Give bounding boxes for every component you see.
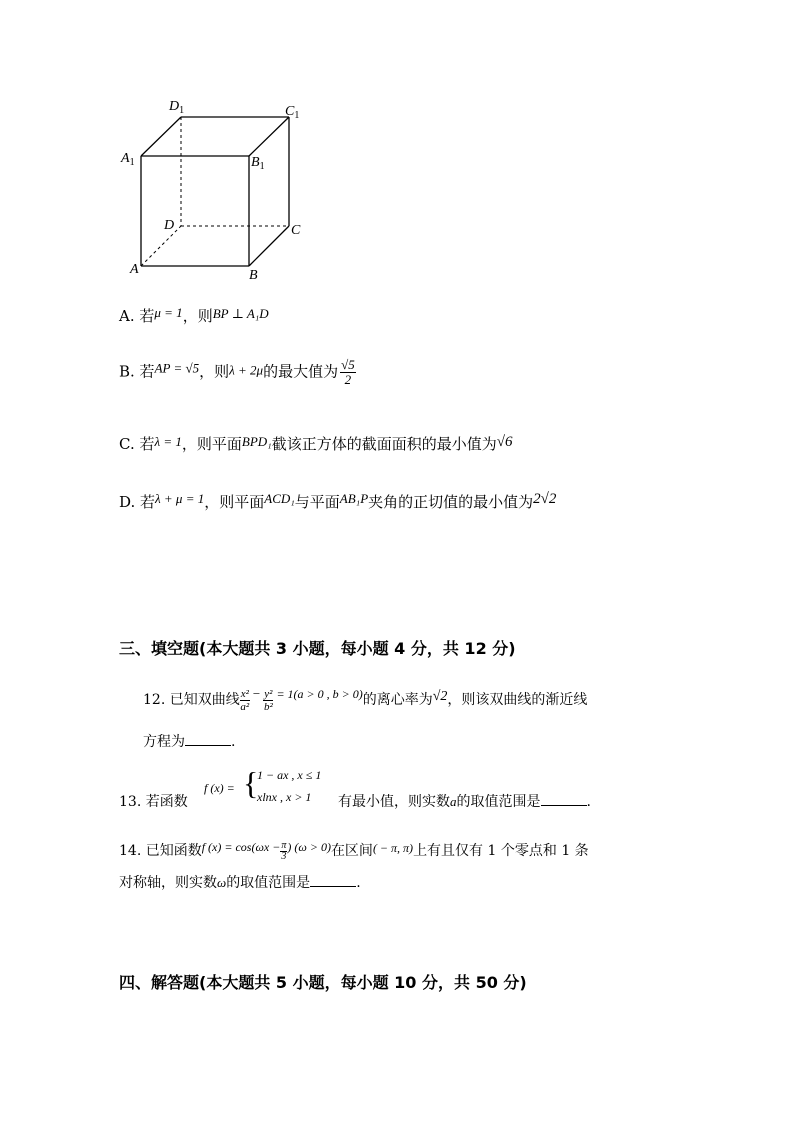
q12-prefix: 12. 已知双曲线	[143, 692, 240, 708]
option-c	[119, 433, 512, 454]
q14-frac-num: π	[281, 839, 287, 851]
q14-answer-blank	[310, 874, 356, 887]
q14-text1: 在区间	[330, 843, 373, 859]
option-d-text: ，则平面	[204, 493, 265, 511]
option-d-plane1: ACD₁	[264, 491, 295, 506]
q13-function: f (x) =	[204, 781, 235, 795]
option-c-value: √6	[496, 434, 513, 450]
question-13-prefix	[119, 791, 188, 811]
q13-prefix: 13. 若函数	[119, 794, 188, 810]
label-d: D	[164, 218, 175, 233]
q14-function: f (x) = cos(ωx −	[201, 840, 281, 854]
option-b-text2: 的最大值为	[263, 362, 339, 381]
option-c-text2: 截该正方体的截面面积的最小值为	[271, 435, 497, 453]
q12-frac-x-num: x²	[240, 687, 249, 700]
q12-end: .	[231, 734, 236, 750]
q14-text2: 上有且仅有 1 个零点和 1 条	[413, 843, 589, 859]
option-a-conclusion: BP ⊥ A₁D	[212, 306, 269, 321]
q14-prefix: 14. 已知函数	[119, 843, 202, 859]
q13-end: .	[586, 794, 591, 810]
question-12	[143, 686, 587, 713]
q14-function-end: ) (ω > 0)	[287, 840, 331, 854]
option-c-plane: BPD₁	[241, 434, 272, 449]
q12-text2: ，则该双曲线的渐近线	[447, 692, 588, 708]
q12-frac-y-den: b²	[263, 700, 273, 713]
option-a-text: ，则	[182, 307, 213, 325]
option-b-text: ，则	[199, 362, 230, 381]
label-a: A	[130, 262, 139, 277]
q13-answer-blank	[541, 793, 587, 806]
section-4-heading: 四、解答题(本大题共 5 小题，每小题 10 分，共 50 分)	[119, 973, 527, 992]
question-13-rest	[338, 791, 591, 811]
section-3-heading: 三、填空题(本大题共 3 小题，每小题 4 分，共 12 分)	[119, 639, 516, 658]
cube-figure	[110, 90, 330, 290]
label-b: B	[249, 268, 258, 283]
option-d-text3: 夹角的正切值的最小值为	[368, 493, 534, 511]
option-c-label: C. 若	[119, 435, 155, 453]
label-c1: $C_1$	[285, 104, 300, 121]
option-d-text2: 与平面	[294, 493, 340, 511]
option-b-fraction-num: √5	[341, 357, 355, 372]
option-b-fraction	[340, 358, 356, 387]
label-d1: $D_1$	[169, 99, 185, 116]
q12-line2: 方程为	[143, 734, 185, 750]
question-12-line2	[143, 731, 235, 751]
option-d-plane2: AB₁P	[339, 491, 369, 506]
option-a-condition: μ = 1	[154, 305, 183, 320]
label-a1: $A_1$	[121, 151, 135, 168]
q12-frac-x-den: a²	[240, 700, 250, 713]
q14-end: .	[356, 875, 361, 891]
q13-case2: xlnx , x > 1	[257, 790, 312, 804]
option-d	[119, 491, 556, 512]
option-d-label: D. 若	[119, 493, 156, 511]
q14-omega: ω	[217, 875, 227, 890]
edge-a1-d1	[141, 117, 181, 156]
label-c: C	[291, 223, 301, 238]
option-b	[119, 358, 356, 387]
q13-text1: 有最小值，则实数	[338, 794, 450, 810]
option-c-condition: λ = 1	[154, 434, 182, 449]
q12-frac-x	[240, 688, 250, 713]
option-b-expression: λ + 2μ	[229, 362, 264, 378]
label-b1: $B_1$	[251, 155, 265, 172]
q12-frac-y-num: y²	[264, 687, 273, 700]
option-b-condition: AP = √5	[154, 360, 200, 376]
q14-line2a: 对称轴，则实数	[119, 875, 217, 891]
edge-a-d	[141, 226, 181, 266]
q12-equation-rest: = 1(a > 0 , b > 0)	[276, 687, 363, 701]
option-d-value: 2√2	[533, 491, 557, 507]
q12-eccentricity: √2	[432, 689, 448, 704]
q14-frac-den: 3	[281, 850, 287, 862]
q13-text2: 的取值范围是	[456, 794, 541, 810]
edge-b1-c1	[249, 117, 289, 156]
question-14-line2	[119, 872, 361, 892]
q13-brace: {	[243, 765, 259, 801]
q13-variable: a	[450, 794, 457, 809]
option-a-label: A. 若	[119, 307, 155, 325]
q14-interval: ( − π, π)	[372, 841, 414, 855]
option-c-text: ，则平面	[181, 435, 242, 453]
edge-b-c	[249, 226, 289, 266]
q12-answer-blank	[185, 733, 231, 746]
q13-case1: 1 − ax , x ≤ 1	[257, 768, 322, 782]
question-14	[119, 840, 589, 862]
option-d-condition: λ + μ = 1	[155, 491, 205, 506]
q14-line2b: 的取值范围是	[226, 875, 311, 891]
q12-text1: 的离心率为	[362, 692, 433, 708]
option-a	[119, 305, 269, 326]
q12-minus: −	[252, 686, 261, 701]
option-b-fraction-den: 2	[344, 372, 352, 387]
q12-frac-y	[263, 688, 273, 713]
option-b-label: B. 若	[119, 362, 155, 381]
